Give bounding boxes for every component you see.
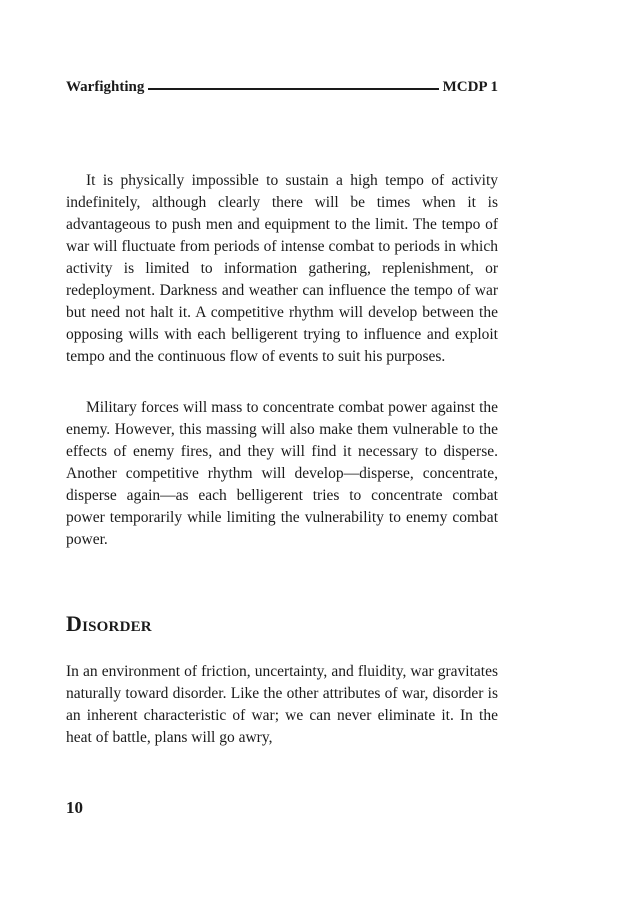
header-rule (148, 88, 438, 90)
page-number: 10 (66, 798, 83, 817)
body-paragraph-massing: Military forces will mass to concentrate combat power against the enemy. However, this massing will also make them vulnerable to the effects of enemy fires, and they will find it necessary to disperse. Another competitive rhythm will develop—disperse, concentrate, disperse again—as each belligerent tries to concentrate combat power temporarily while limiting the vulnerability to enemy combat power. (66, 399, 498, 548)
running-header (66, 79, 498, 96)
body-paragraph-tempo: It is physically impossible to sustain a high tempo of activity indefinitely, although clearly there will be times when it is advantageous to push men and equipment to the limit. The tempo of war will fluctuate from periods of intense combat to periods in which activity is limited to information gathering, replenishment, or redeployment. Darkness and weather can influence the tempo of war but need not halt it. A competitive rhythm will develop between the opposing wills with each belligerent trying to influence and exploit tempo and the continuous flow of events to suit his purposes. (66, 172, 498, 365)
header-book-title: Warfighting (66, 79, 145, 95)
header-publication-id: MCDP 1 (442, 79, 498, 95)
section-heading-disorder: Disorder (66, 611, 152, 636)
body-paragraph-disorder: In an environment of friction, uncertainty, and fluidity, war gravitates naturally toward disorder. Like the other attributes of war, disorder is an inherent characteristic of war; we can never eliminate it. In the heat of battle, plans will go awry, (66, 663, 498, 746)
